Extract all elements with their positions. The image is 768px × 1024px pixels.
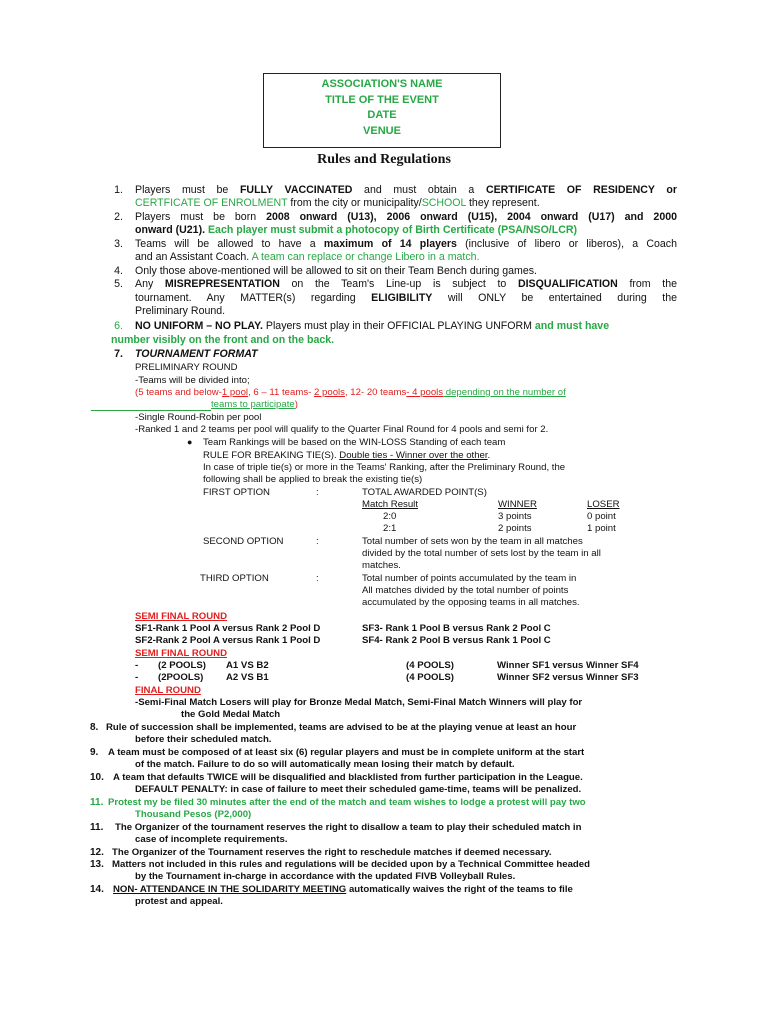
tie-breaking-rule: RULE FOR BREAKING TIE(S). Double ties - Winner over the other. xyxy=(203,450,491,461)
triple-tie-line-2: following shall be applied to break the existing tie(s) xyxy=(203,474,423,485)
rule-1-number: 1. xyxy=(114,184,123,196)
second-option-line-3: matches. xyxy=(362,560,401,571)
pools-line: (5 teams and below-1 pool, 6 – 11 teams- 2 pools, 12- 20 teams- 4 pools depending on the number of xyxy=(135,387,566,398)
final-round-line-1: -Semi-Final Match Losers will play for Bronze Medal Match, Semi-Final Match Winners will play for xyxy=(135,697,583,708)
team-rankings-text: Team Rankings will be based on the WIN-LOSS Standing of each team xyxy=(203,437,506,448)
rule-6-number: 6. xyxy=(114,320,123,332)
event-header-box xyxy=(263,73,501,148)
result-2-0: 2:0 xyxy=(383,511,397,522)
teams-divided-text: -Teams will be divided into; xyxy=(135,375,250,386)
rule-8-line-2: before their scheduled match. xyxy=(135,734,272,745)
four-pools-match-1: Winner SF1 versus Winner SF4 xyxy=(497,660,639,671)
sf1-matchup: SF1-Rank 1 Pool A versus Rank 2 Pool D xyxy=(135,623,321,634)
rule-5-number: 5. xyxy=(114,278,123,290)
rule-12-line-1: The Organizer of the Tournament reserves the right to reschedule matches if deemed necessary. xyxy=(112,847,552,858)
ranked-qualify-text: -Ranked 1 and 2 teams per pool will qualify to the Quarter Final Round for 4 pools and semi for 2. xyxy=(135,424,549,435)
rule-10-line-2: DEFAULT PENALTY: in case of failure to meet their scheduled game-time, teams will be penalized. xyxy=(135,784,582,795)
final-round-label: FINAL ROUND xyxy=(135,685,201,696)
third-option-line-2: All matches divided by the total number of points xyxy=(362,585,569,596)
rule-11-protest-line-2: Thousand Pesos (P2,000) xyxy=(135,809,252,820)
semi-final-round-label: SEMI FINAL ROUND xyxy=(135,611,228,622)
two-pools-label-2: (2POOLS) xyxy=(158,672,204,683)
rule-10-number: 10. xyxy=(90,772,104,783)
third-option-line-1: Total number of points accumulated by the team in xyxy=(362,573,577,584)
triple-tie-line-1: In case of triple tie(s) or more in the Teams' Ranking, after the Preliminary Round, the xyxy=(203,462,566,473)
rule-14-line-2: protest and appeal. xyxy=(135,896,223,907)
result-2-1: 2:1 xyxy=(383,523,397,534)
sf4-matchup: SF4- Rank 2 Pool B versus Rank 1 Pool C xyxy=(362,635,551,646)
second-option-line-1: Total number of sets won by the team in all matches xyxy=(362,536,583,547)
rule-10-line-1: A team that defaults TWICE will be disqualified and blacklisted from further participation in the League. xyxy=(113,772,583,783)
second-option-line-2: divided by the total number of sets lost by the team in all xyxy=(362,548,601,559)
preliminary-round-label: PRELIMINARY ROUND xyxy=(135,362,238,373)
rule-9-line-1: A team must be composed of at least six (6) regular players and must be in complete uniform at the start xyxy=(108,747,585,758)
two-pools-match-2: A2 VS B1 xyxy=(226,672,269,683)
rule-3-number: 3. xyxy=(114,238,123,250)
rule-9-line-2: of the match. Failure to do so will automatically mean losing their match by default. xyxy=(135,759,515,770)
third-option-colon: : xyxy=(316,573,319,584)
rule-13-number: 13. xyxy=(90,859,104,870)
rule-5-line-3: Preliminary Round. xyxy=(135,305,226,317)
event-venue: VENUE xyxy=(363,124,401,137)
rule-2-line-2: onward (U21). Each player must submit a photocopy of Birth Certificate (PSA/NSO/LCR) xyxy=(135,224,578,236)
winner-header: WINNER xyxy=(498,499,537,510)
second-option-colon: : xyxy=(316,536,319,547)
dash-2: - xyxy=(135,672,139,683)
rule-5-line-2: tournament. Any MATTER(s) regarding ELIGIBILITY will ONLY be entertained during the xyxy=(135,292,677,304)
rule-13-line-1: Matters not included in this rules and regulations will be decided upon by a Technical Committee headed xyxy=(112,859,590,870)
rule-2-line-1: Players must be born 2008 onward (U13), 2006 onward (U15), 2004 onward (U17) and 2000 xyxy=(135,211,677,223)
rule-3-line-2: and an Assistant Coach. A team can replace or change Libero in a match. xyxy=(135,251,480,263)
tournament-format-heading: TOURNAMENT FORMAT xyxy=(135,348,258,360)
pools-underline xyxy=(91,410,211,411)
rule-11-number: 11. xyxy=(90,822,104,833)
result-2-0-winner: 3 points xyxy=(498,511,532,522)
four-pools-label-1: (4 POOLS) xyxy=(406,660,454,671)
dash-1: - xyxy=(135,660,139,671)
match-result-header: Match Result xyxy=(362,499,418,510)
rule-12-number: 12. xyxy=(90,847,104,858)
result-2-0-loser: 0 point xyxy=(587,511,616,522)
four-pools-match-2: Winner SF2 versus Winner SF3 xyxy=(497,672,639,683)
final-round-line-2: the Gold Medal Match xyxy=(181,709,281,720)
rule-11-line-1: The Organizer of the tournament reserves the right to disallow a team to play their scheduled match in xyxy=(115,822,582,833)
rule-7-number: 7. xyxy=(114,348,123,360)
rule-9-number: 9. xyxy=(90,747,99,758)
rule-6-line-2: number visibly on the front and on the back. xyxy=(111,334,335,346)
semi-final-round-label-2: SEMI FINAL ROUND xyxy=(135,648,228,659)
rule-4-number: 4. xyxy=(114,265,123,277)
third-option-label: THIRD OPTION xyxy=(200,573,269,584)
first-option-desc: TOTAL AWARDED POINT(S) xyxy=(362,487,487,498)
round-robin-text: -Single Round-Robin per pool xyxy=(135,412,262,423)
rule-4-line-1: Only those above-mentioned will be allowed to sit on their Team Bench during games. xyxy=(135,265,538,277)
event-date: DATE xyxy=(367,109,397,121)
first-option-colon: : xyxy=(316,487,319,498)
rule-6-line-1: NO UNIFORM – NO PLAY. Players must play in their OFFICIAL PLAYING UNFORM and must have xyxy=(135,320,610,332)
rule-2-number: 2. xyxy=(114,211,123,223)
second-option-label: SECOND OPTION xyxy=(203,536,284,547)
sf2-matchup: SF2-Rank 2 Pool A versus Rank 1 Pool D xyxy=(135,635,321,646)
first-option-label: FIRST OPTION xyxy=(203,487,270,498)
sf3-matchup: SF3- Rank 1 Pool B versus Rank 2 Pool C xyxy=(362,623,551,634)
third-option-line-3: accumulated by the opposing teams in all matches. xyxy=(362,597,580,608)
result-2-1-loser: 1 point xyxy=(587,523,616,534)
rule-11-line-2: case of incomplete requirements. xyxy=(135,834,288,845)
loser-header: LOSER xyxy=(587,499,620,510)
page-title: Rules and Regulations xyxy=(317,152,451,167)
rule-11-protest-number: 11. xyxy=(90,797,104,808)
four-pools-label-2: (4 POOLS) xyxy=(406,672,454,683)
pools-line-2: teams to participate) xyxy=(211,399,298,410)
rule-14-number: 14. xyxy=(90,884,104,895)
rule-3-line-1: Teams will be allowed to have a maximum of 14 players (inclusive of libero or liberos), a Coach xyxy=(135,238,677,250)
two-pools-match-1: A1 VS B2 xyxy=(226,660,269,671)
rule-8-number: 8. xyxy=(90,722,99,733)
rule-1-line-1: Players must be FULLY VACCINATED and must obtain a CERTIFICATE OF RESIDENCY or xyxy=(135,184,677,196)
two-pools-label-1: (2 POOLS) xyxy=(158,660,206,671)
bullet-icon: ● xyxy=(187,437,193,447)
rule-8-line-1: Rule of succession shall be implemented, teams are advised to be at the playing venue at least an hour xyxy=(106,722,577,733)
rule-13-line-2: by the Tournament in-charge in accordance with the updated FIVB Volleyball Rules. xyxy=(135,871,516,882)
result-2-1-winner: 2 points xyxy=(498,523,532,534)
rule-14-line-1: NON- ATTENDANCE IN THE SOLIDARITY MEETING automatically waives the right of the teams to file xyxy=(113,884,573,895)
association-name: ASSOCIATION'S NAME xyxy=(321,78,443,90)
rule-5-line-1: Any MISREPRESENTATION on the Team's Line-up is subject to DISQUALIFICATION from the xyxy=(135,278,677,290)
event-title: TITLE OF THE EVENT xyxy=(325,93,439,106)
rule-11-protest-line-1: Protest my be filed 30 minutes after the end of the match and team wishes to lodge a protest will pay two xyxy=(108,797,586,808)
rule-1-line-2: CERTFICATE OF ENROLMENT from the city or municipality/SCHOOL they represent. xyxy=(135,197,540,209)
